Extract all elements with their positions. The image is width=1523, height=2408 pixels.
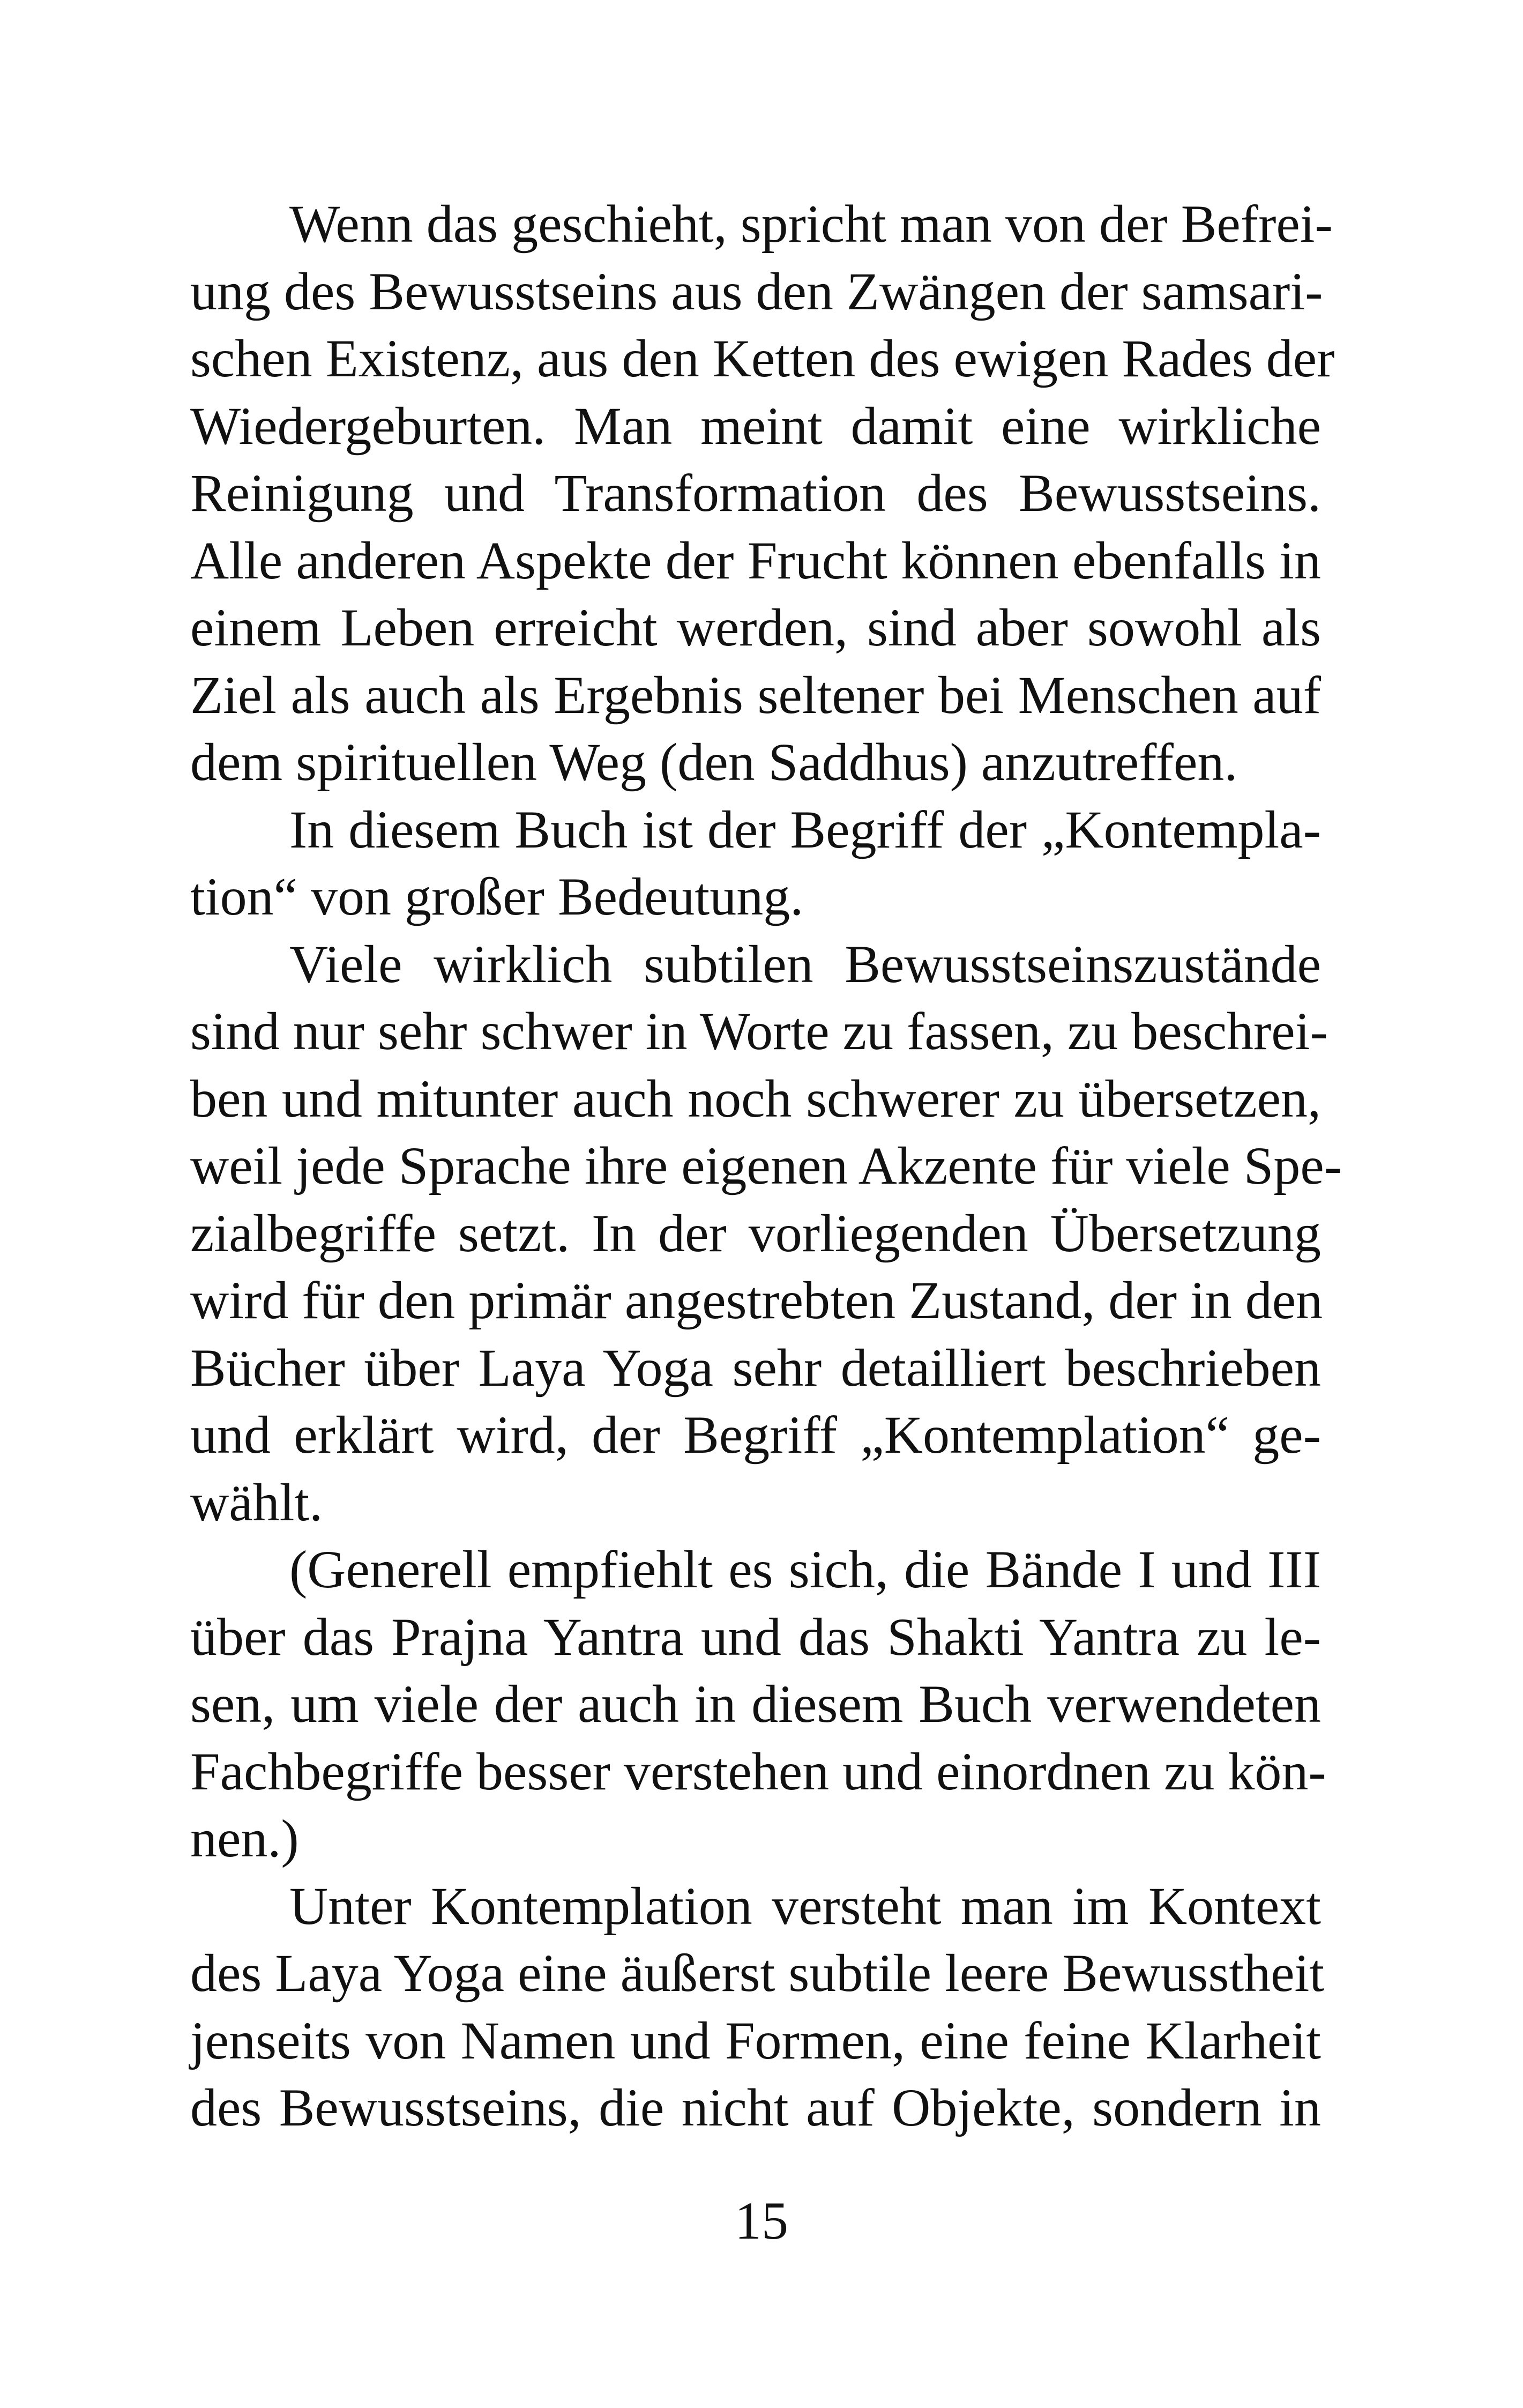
text-line: wählt.	[190, 1472, 323, 1532]
text-line: dem spirituellen Weg (den Saddhus) anzutreffen.	[190, 732, 1238, 792]
text-line: Unter Kontemplation versteht man im Kontext	[289, 1876, 1321, 1936]
text-line: (Generell empfiehlt es sich, die Bände I und III	[289, 1540, 1321, 1599]
text-line: Fachbegriffe besser verstehen und einordnen zu kön-	[190, 1741, 1326, 1801]
text-line: ung des Bewusstseins aus den Zwängen der samsari-	[190, 261, 1323, 321]
paragraph-baende-hinweis	[190, 1536, 1326, 1872]
text-line: zialbegriffe setzt. In der vorliegenden Übersetzung	[190, 1203, 1321, 1263]
text-line: und erklärt wird, der Begriff „Kontemplation“ ge-	[190, 1405, 1321, 1465]
text-line: In diesem Buch ist der Begriff der „Kontempla-	[289, 799, 1321, 859]
text-line: über das Prajna Yantra und das Shakti Yantra zu le-	[190, 1607, 1321, 1667]
text-line: Reinigung und Transformation des Bewusstseins.	[190, 463, 1321, 523]
text-line: Wiedergeburten. Man meint damit eine wirkliche	[190, 396, 1321, 456]
text-line: ben und mitunter auch noch schwerer zu übersetzen,	[190, 1068, 1321, 1128]
paragraph-befreiung	[190, 190, 1335, 796]
text-line: sen, um viele der auch in diesem Buch verwendeten	[190, 1674, 1321, 1734]
text-line: des Laya Yoga eine äußerst subtile leere Bewusstheit	[190, 1943, 1325, 2003]
text-line: einem Leben erreicht werden, sind aber sowohl als	[190, 598, 1321, 657]
text-line: sind nur sehr schwer in Worte zu fassen, zu beschrei-	[190, 1001, 1328, 1061]
page-number: 15	[735, 2191, 788, 2250]
paragraph-kontemplation-begriff	[190, 796, 1321, 931]
text-line: des Bewusstseins, die nicht auf Objekte, sondern in	[190, 2078, 1321, 2137]
text-line: Wenn das geschieht, spricht man von der Befrei-	[289, 194, 1333, 254]
text-line: tion“ von großer Bedeutung.	[190, 867, 804, 926]
text-line: Alle anderen Aspekte der Frucht können ebenfalls in	[190, 530, 1321, 590]
text-line: Viele wirklich subtilen Bewusstseinszustände	[289, 934, 1321, 994]
text-line: Bücher über Laya Yoga sehr detailliert beschrieben	[190, 1337, 1321, 1398]
text-line: Ziel als auch als Ergebnis seltener bei Menschen auf	[190, 665, 1321, 725]
paragraph-bewusstseinszustaende	[190, 931, 1342, 1536]
text-line: jenseits von Namen und Formen, eine feine Klarheit	[190, 2010, 1321, 2070]
text-line: nen.)	[190, 1809, 299, 1868]
body-text	[190, 190, 1342, 2142]
text-line: weil jede Sprache ihre eigenen Akzente für viele Spe-	[190, 1136, 1342, 1195]
paragraph-kontemplation-definition	[190, 1872, 1325, 2142]
text-line: wird für den primär angestrebten Zustand, der in den	[190, 1270, 1323, 1330]
text-line: schen Existenz, aus den Ketten des ewigen Rades der	[190, 329, 1335, 388]
